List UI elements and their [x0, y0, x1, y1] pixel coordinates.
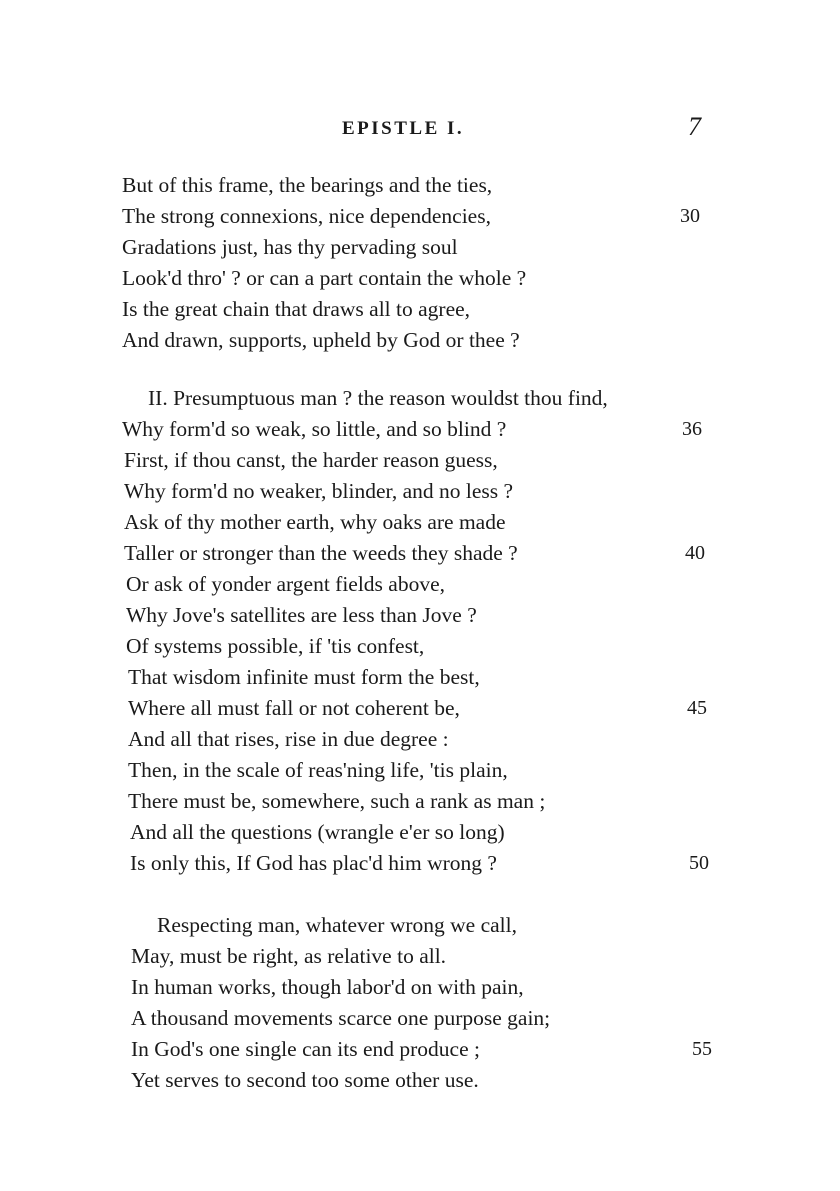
stanza-1	[0, 170, 840, 356]
verse-line-text: Is the great chain that draws all to agree,	[122, 297, 471, 321]
verse-line-text: First, if thou canst, the harder reason guess,	[124, 448, 498, 472]
verse-line	[0, 201, 840, 232]
verse-line	[0, 724, 840, 755]
verse-line-text: Where all must fall or not coherent be,	[128, 696, 460, 720]
verse-line	[0, 1003, 840, 1034]
verse-line-text: Or ask of yonder argent fields above,	[126, 572, 446, 596]
verse-line	[0, 263, 840, 294]
verse-line	[0, 817, 840, 848]
verse-line-text: There must be, somewhere, such a rank as man ;	[128, 789, 546, 813]
verse-line	[0, 507, 840, 538]
line-number: 55	[692, 1038, 712, 1060]
verse-line	[0, 631, 840, 662]
verse-line	[0, 972, 840, 1003]
verse-line-text: Then, in the scale of reas'ning life, 'tis plain,	[128, 758, 508, 782]
verse-line-text: Why form'd so weak, so little, and so blind ?	[122, 417, 507, 441]
verse-line-text: And drawn, supports, upheld by God or thee ?	[122, 328, 520, 352]
running-head	[0, 112, 840, 146]
verse-line-text: Why form'd no weaker, blinder, and no less ?	[124, 479, 514, 503]
verse-line-text: In God's one single can its end produce ;	[131, 1037, 480, 1061]
verse-line	[0, 848, 840, 879]
verse-line	[0, 383, 840, 414]
line-number: 50	[689, 852, 709, 874]
verse-line	[0, 1065, 840, 1096]
line-number: 40	[685, 542, 705, 564]
verse-line	[0, 600, 840, 631]
verse-line	[0, 445, 840, 476]
verse-line-text: Respecting man, whatever wrong we call,	[157, 913, 517, 937]
verse-line-text: And all the questions (wrangle e'er so long)	[130, 820, 505, 844]
verse-line	[0, 170, 840, 201]
verse-line-text: Of systems possible, if 'tis confest,	[126, 634, 425, 658]
verse-line-text: And all that rises, rise in due degree :	[128, 727, 449, 751]
line-number: 36	[682, 418, 702, 440]
verse-line	[0, 755, 840, 786]
verse-line-text: Is only this, If God has plac'd him wrong ?	[130, 851, 497, 875]
verse-line-text: II. Presumptuous man ? the reason wouldst thou find,	[148, 386, 608, 410]
verse-line	[0, 476, 840, 507]
verse-line-text: Look'd thro' ? or can a part contain the whole ?	[122, 266, 527, 290]
verse-line	[0, 786, 840, 817]
verse-line-text: But of this frame, the bearings and the ties,	[122, 173, 493, 197]
stanza-3	[0, 910, 840, 1096]
verse-line-text: May, must be right, as relative to all.	[131, 944, 447, 968]
line-number: 30	[680, 205, 700, 227]
verse-line-text: The strong connexions, nice dependencies,	[122, 204, 491, 228]
stanza-2	[0, 383, 840, 879]
verse-line-text: In human works, though labor'd on with pain,	[131, 975, 524, 999]
verse-line	[0, 910, 840, 941]
running-head-title: EPISTLE I.	[342, 118, 465, 139]
verse-line	[0, 294, 840, 325]
verse-line-text: Ask of thy mother earth, why oaks are made	[124, 510, 506, 534]
verse-line	[0, 693, 840, 724]
verse-line-text: Yet serves to second too some other use.	[131, 1068, 479, 1092]
page-number: 7	[688, 112, 701, 141]
verse-line	[0, 232, 840, 263]
verse-line	[0, 1034, 840, 1065]
verse-line	[0, 414, 840, 445]
verse-line-text: Taller or stronger than the weeds they shade ?	[124, 541, 518, 565]
verse-line	[0, 538, 840, 569]
verse-line-text: Why Jove's satellites are less than Jove ?	[126, 603, 477, 627]
verse-line	[0, 569, 840, 600]
verse-line	[0, 662, 840, 693]
verse-line	[0, 325, 840, 356]
line-number: 45	[687, 697, 707, 719]
verse-line-text: That wisdom infinite must form the best,	[128, 665, 480, 689]
verse-line	[0, 941, 840, 972]
verse-line-text: Gradations just, has thy pervading soul	[122, 235, 458, 259]
verse-line-text: A thousand movements scarce one purpose gain;	[131, 1006, 551, 1030]
